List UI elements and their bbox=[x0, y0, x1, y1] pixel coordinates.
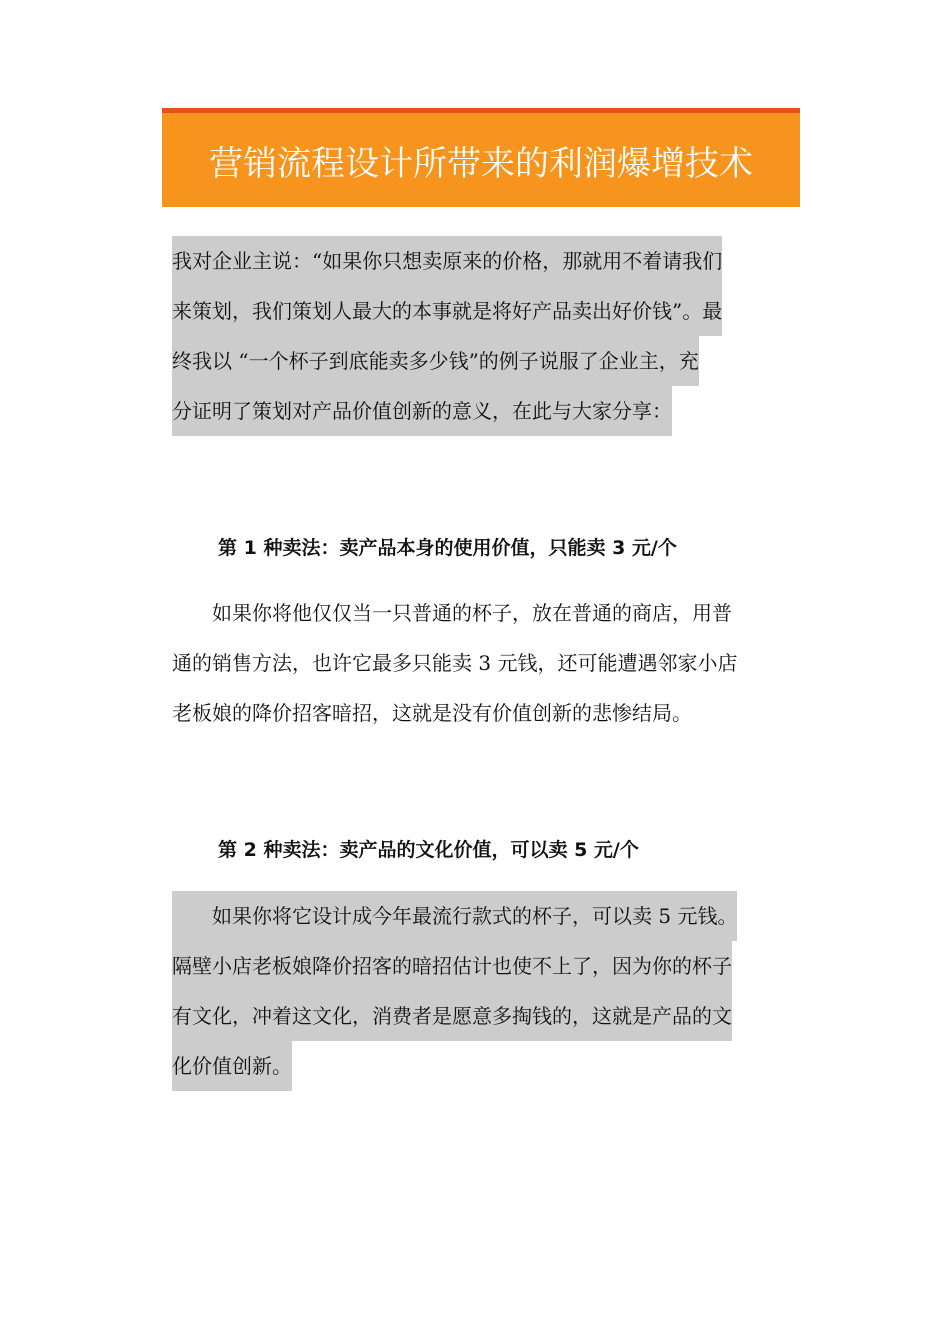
page-title: 营销流程设计所带来的利润爆增技术 bbox=[209, 143, 753, 184]
intro-paragraph bbox=[172, 236, 792, 436]
section-2-line: 隔壁小店老板娘降价招客的暗招估计也使不上了，因为你的杯子 bbox=[172, 941, 792, 991]
section-2-line: 如果你将它设计成今年最流行款式的杯子，可以卖 5 元钱。 bbox=[172, 891, 792, 941]
section-heading-2: 第 2 种卖法：卖产品的文化价值，可以卖 5 元/个 bbox=[218, 839, 639, 861]
intro-line: 我对企业主说：“如果你只想卖原来的价格，那就用不着请我们 bbox=[172, 236, 792, 286]
section-2-line: 化价值创新。 bbox=[172, 1041, 792, 1091]
intro-line: 终我以 “一个杯子到底能卖多少钱”的例子说服了企业主，充 bbox=[172, 336, 792, 386]
section-heading-1: 第 1 种卖法：卖产品本身的使用价值，只能卖 3 元/个 bbox=[218, 537, 677, 559]
title-banner bbox=[162, 108, 800, 207]
section-1-paragraph bbox=[172, 588, 792, 738]
intro-line: 来策划，我们策划人最大的本事就是将好产品卖出好价钱”。最 bbox=[172, 286, 792, 336]
section-1-line: 如果你将他仅仅当一只普通的杯子，放在普通的商店，用普 bbox=[172, 601, 732, 625]
intro-line: 分证明了策划对产品价值创新的意义，在此与大家分享： bbox=[172, 386, 792, 436]
section-1-line: 通的销售方法，也许它最多只能卖 3 元钱，还可能遭遇邻家小店 bbox=[172, 651, 738, 675]
section-2-paragraph bbox=[172, 891, 792, 1091]
section-2-line: 有文化，冲着这文化，消费者是愿意多掏钱的，这就是产品的文 bbox=[172, 991, 792, 1041]
section-1-line: 老板娘的降价招客暗招，这就是没有价值创新的悲惨结局。 bbox=[172, 701, 692, 725]
